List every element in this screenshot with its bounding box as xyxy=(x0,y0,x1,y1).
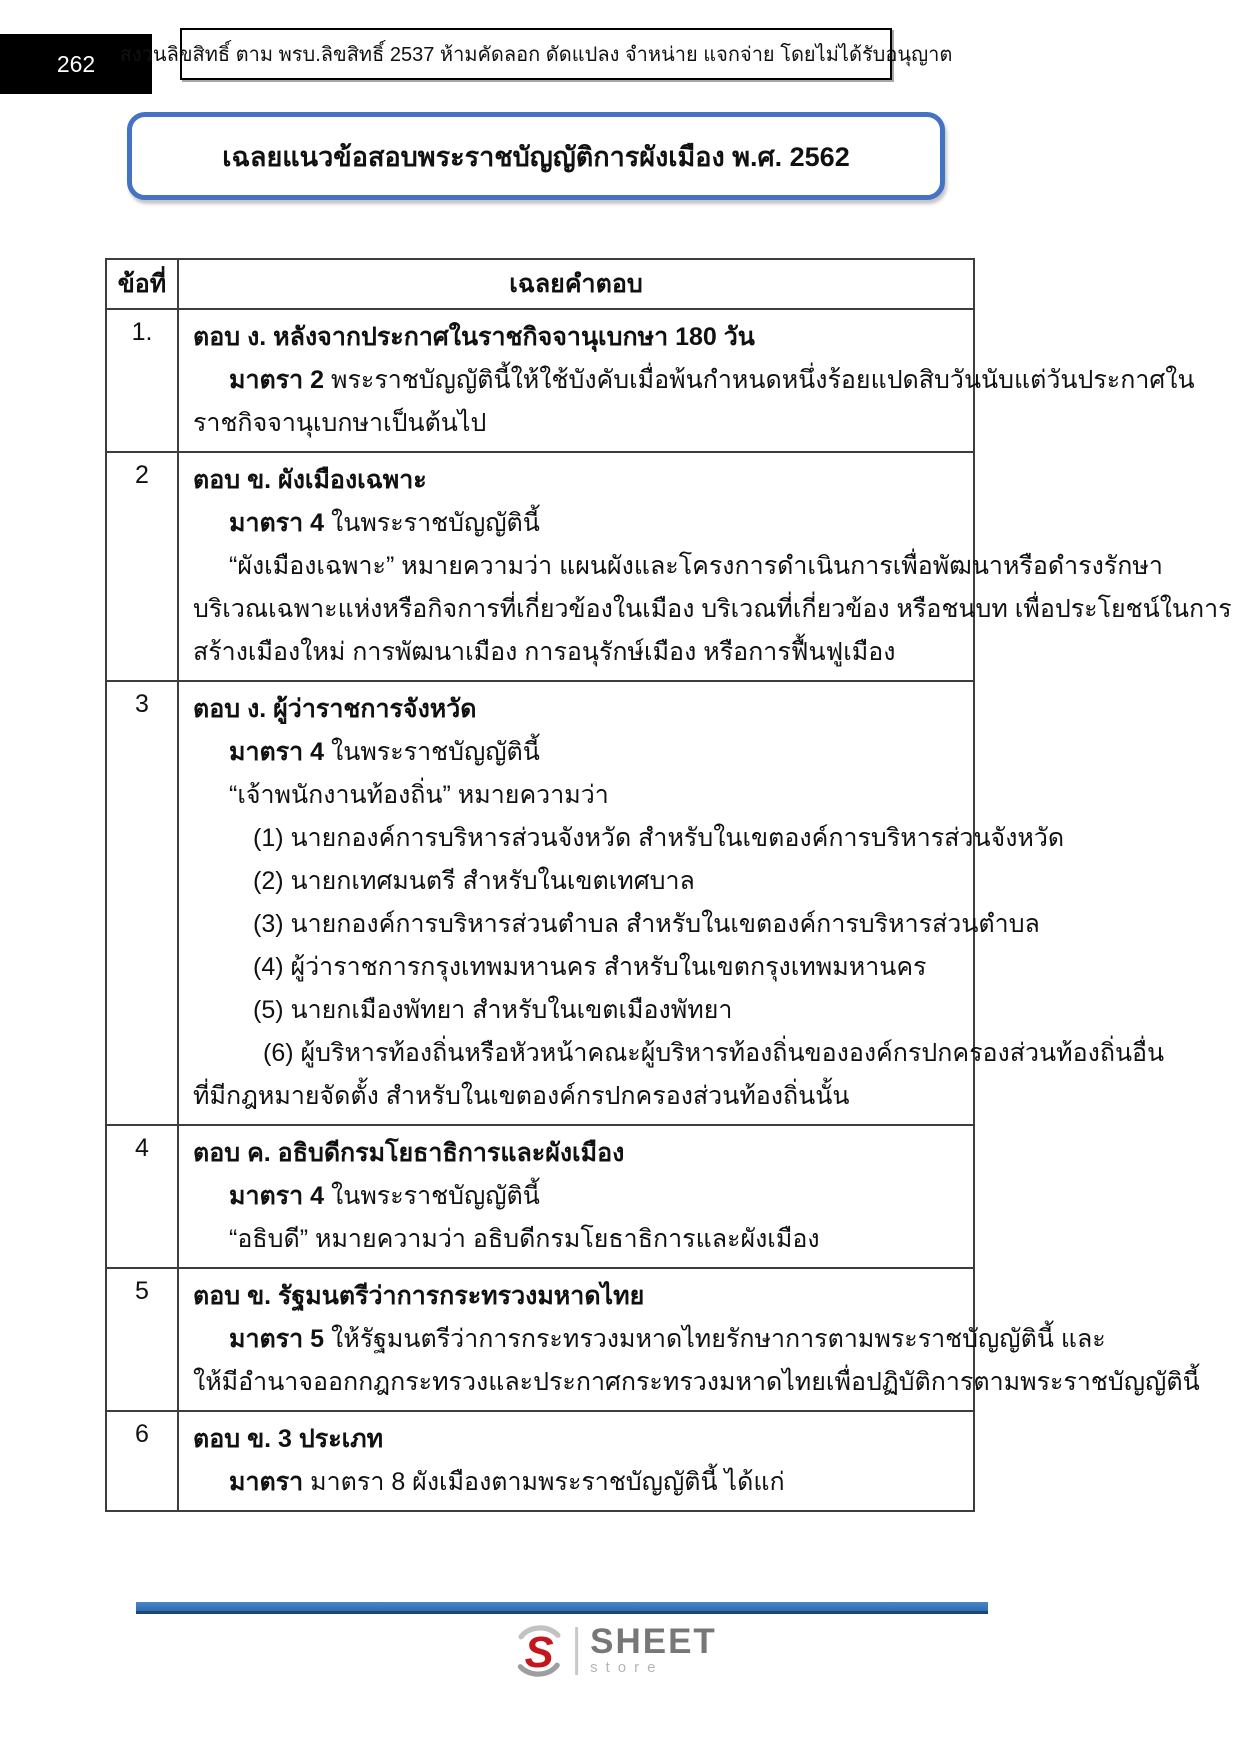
question-number: 2 xyxy=(106,452,178,681)
answer-line: มาตรา 4 ในพระราชบัญญัตินี้ xyxy=(229,1182,540,1210)
s-swoosh-icon xyxy=(515,1622,563,1680)
answer-line: มาตรา มาตรา 8 ผังเมืองตามพระราชบัญญัตินี้ ได้แก่ xyxy=(229,1468,785,1496)
answer-line: (4) ผู้ว่าราชการกรุงเทพมหานคร สำหรับในเขตกรุงเทพมหานคร xyxy=(253,953,927,981)
answer-line: (5) นายกเมืองพัทยา สำหรับในเขตเมืองพัทยา xyxy=(253,996,733,1024)
answer-cell xyxy=(178,681,1165,1125)
answer-line: (6) ผู้บริหารท้องถิ่นหรือหัวหน้าคณะผู้บริหารท้องถิ่นขององค์กรปกครองส่วนท้องถิ่นอื่น xyxy=(263,1039,1165,1067)
copyright-text: สงวนลิขสิทธิ์ ตาม พรบ.ลิขสิทธิ์ 2537 ห้ามคัดลอก ดัดแปลง จำหน่าย แจกจ่าย โดยไม่ได้รับอนุญาต xyxy=(119,44,953,66)
question-number: 5 xyxy=(106,1268,178,1411)
column-header-answer: เฉลยคำตอบ xyxy=(178,259,974,309)
answer-line: ตอบ ข. ผังเมืองเฉพาะ xyxy=(193,466,427,494)
table-row xyxy=(106,1125,974,1268)
answer-line: ตอบ ข. 3 ประเภท xyxy=(193,1425,384,1453)
question-number: 1. xyxy=(106,309,178,452)
svg-text:S: S xyxy=(524,1628,554,1677)
answer-cell xyxy=(178,1125,974,1268)
answer-line: ราชกิจจานุเบกษาเป็นต้นไป xyxy=(193,409,487,437)
answer-line: (3) นายกองค์การบริหารส่วนตำบล สำหรับในเขตองค์การบริหารส่วนตำบล xyxy=(253,910,1040,938)
sheet-store-logo xyxy=(515,1622,717,1680)
answer-line: มาตรา 2 พระราชบัญญัตินี้ให้ใช้บังคับเมื่อพ้นกำหนดหนึ่งร้อยแปดสิบวันนับแต่วันประกาศใน xyxy=(229,366,1195,394)
answer-line: มาตรา 4 ในพระราชบัญญัตินี้ xyxy=(229,738,540,766)
page-title: เฉลยแนวข้อสอบพระราชบัญญัติการผังเมือง พ.ศ. 2562 xyxy=(222,141,850,172)
question-number: 6 xyxy=(106,1411,178,1511)
answer-line: (2) นายกเทศมนตรี สำหรับในเขตเทศบาล xyxy=(253,867,695,895)
title-box xyxy=(127,112,945,200)
answer-cell xyxy=(178,452,1232,681)
answer-line: ตอบ ค. อธิบดีกรมโยธาธิการและผังเมือง xyxy=(193,1139,625,1167)
answer-cell xyxy=(178,309,1195,452)
answer-cell xyxy=(178,1411,974,1511)
answer-line: ที่มีกฎหมายจัดตั้ง สำหรับในเขตองค์กรปกครองส่วนท้องถิ่นนั้น xyxy=(193,1082,850,1110)
logo-brand-subtitle: store xyxy=(590,1659,664,1676)
page-number: 262 xyxy=(56,50,96,77)
logo-brand-name: SHEET xyxy=(590,1622,717,1661)
answer-cell xyxy=(178,1268,1200,1411)
answer-line: ให้มีอำนาจออกกฎกระทรวงและประกาศกระทรวงมหาดไทยเพื่อปฏิบัติการตามพระราชบัญญัตินี้ xyxy=(193,1368,1200,1396)
table-row xyxy=(106,452,974,681)
answer-line: “เจ้าพนักงานท้องถิ่น” หมายความว่า xyxy=(229,781,609,809)
table-header-row xyxy=(106,259,974,309)
answer-key-table xyxy=(105,258,1232,1512)
footer-divider-bar xyxy=(136,1602,988,1614)
answer-line: “ผังเมืองเฉพาะ” หมายความว่า แผนผังและโครงการดำเนินการเพื่อพัฒนาหรือดำรงรักษา xyxy=(229,552,1163,580)
answer-line: ตอบ ง. หลังจากประกาศในราชกิจจานุเบกษา 180 วัน xyxy=(193,323,755,351)
question-number: 4 xyxy=(106,1125,178,1268)
answer-line: มาตรา 5 ให้รัฐมนตรีว่าการกระทรวงมหาดไทยรักษาการตามพระราชบัญญัตินี้ และ xyxy=(229,1325,1106,1353)
copyright-notice-box xyxy=(119,28,953,80)
answer-line: ตอบ ข. รัฐมนตรีว่าการกระทรวงมหาดไทย xyxy=(193,1282,645,1310)
column-header-number: ข้อที่ xyxy=(106,259,178,309)
question-number: 3 xyxy=(106,681,178,1125)
logo-text xyxy=(590,1622,717,1677)
answer-line: บริเวณเฉพาะแห่งหรือกิจการที่เกี่ยวข้องในเมือง บริเวณที่เกี่ยวข้อง หรือชนบท เพื่อประโยชน์ในการ xyxy=(193,595,1232,623)
answer-line: (1) นายกองค์การบริหารส่วนจังหวัด สำหรับในเขตองค์การบริหารส่วนจังหวัด xyxy=(253,824,1065,852)
logo-divider xyxy=(575,1627,578,1675)
answer-line: สร้างเมืองใหม่ การพัฒนาเมือง การอนุรักษ์เมือง หรือการฟื้นฟูเมือง xyxy=(193,638,896,666)
table-row xyxy=(106,681,974,1125)
table-row xyxy=(106,309,974,452)
answer-line: “อธิบดี” หมายความว่า อธิบดีกรมโยธาธิการและผังเมือง xyxy=(229,1225,820,1253)
answer-line: มาตรา 4 ในพระราชบัญญัตินี้ xyxy=(229,509,540,537)
table-row xyxy=(106,1268,974,1411)
table-row xyxy=(106,1411,974,1511)
answer-line: ตอบ ง. ผู้ว่าราชการจังหวัด xyxy=(193,695,477,723)
